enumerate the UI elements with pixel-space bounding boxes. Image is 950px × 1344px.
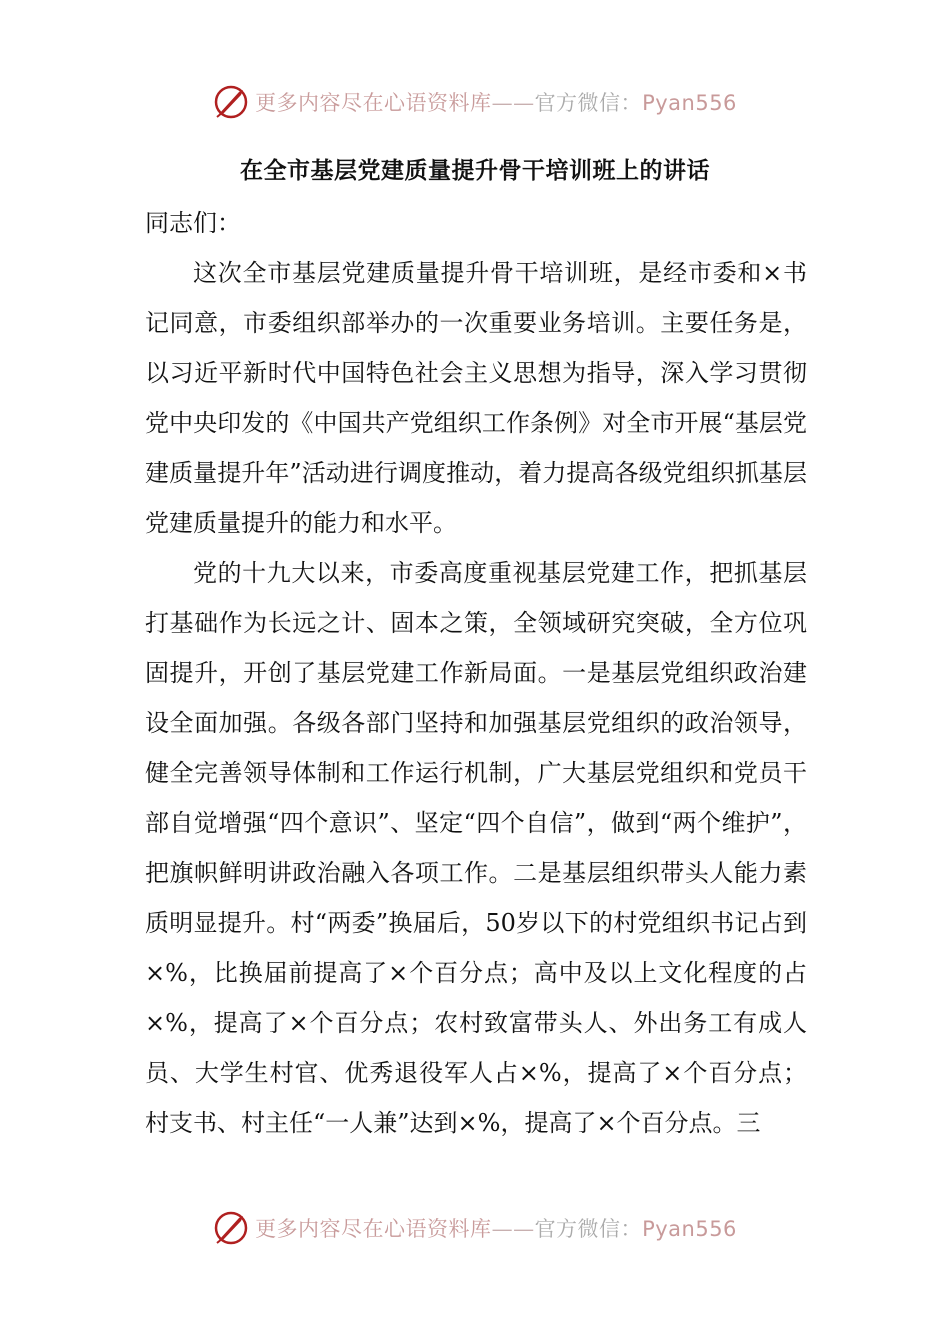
watermark-handle: Pyan556: [642, 91, 737, 115]
watermark-label: 官方微信：: [534, 1217, 643, 1241]
quill-logo-icon: [213, 84, 249, 120]
watermark-separator: ——: [491, 1217, 535, 1241]
watermark-label: 官方微信：: [534, 91, 643, 115]
greeting: 同志们：: [145, 209, 241, 237]
watermark-text: [255, 1213, 737, 1243]
paragraph-1: 这次全市基层党建质量提升骨干培训班，是经市委和×书记同意，市委组织部举办的一次重要业务培训。主要任务是，以习近平新时代中国特色社会主义思想为指导，深入学习贯彻党中央印发的《中国共产党组织工作条例》对全市开展“基层党建质量提升年”活动进行调度推动，着力提高各级党组织抓基层党建质量提升的能力和水平。: [145, 259, 807, 537]
document-body: [145, 198, 807, 1148]
watermark-site-text: 更多内容尽在心语资料库: [255, 1217, 492, 1241]
watermark-footer: [0, 1208, 950, 1248]
watermark-site-text: 更多内容尽在心语资料库: [255, 91, 492, 115]
watermark-handle: Pyan556: [642, 1217, 737, 1241]
quill-logo-icon: [213, 1210, 249, 1246]
watermark-text: [255, 87, 737, 117]
watermark-separator: ——: [491, 91, 535, 115]
watermark-header: [0, 82, 950, 122]
document-title: 在全市基层党建质量提升骨干培训班上的讲话: [240, 158, 710, 184]
paragraph-2: 党的十九大以来，市委高度重视基层党建工作，把抓基层打基础作为长远之计、固本之策，全领域研究突破，全方位巩固提升，开创了基层党建工作新局面。一是基层党组织政治建设全面加强。各级各部门坚持和加强基层党组织的政治领导，健全完善领导体制和工作运行机制，广大基层党组织和党员干部自觉增强“四个意识”、坚定“四个自信”，做到“两个维护”，把旗帜鲜明讲政治融入各项工作。二是基层组织带头人能力素质明显提升。村“两委”换届后，50岁以下的村党组织书记占到×%，比换届前提高了×个百分点；高中及以上文化程度的占×%，提高了×个百分点；农村致富带头人、外出务工有成人员、大学生村官、优秀退役军人占×%，提高了×个百分点；村支书、村主任“一人兼”达到×%，提高了×个百分点。三: [145, 559, 807, 1137]
